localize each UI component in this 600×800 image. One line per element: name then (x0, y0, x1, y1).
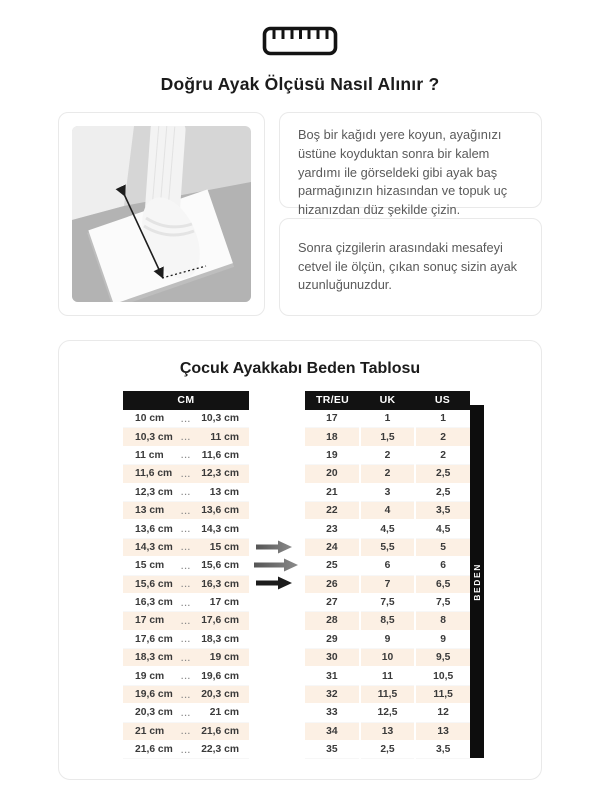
size-uk: 1 (361, 410, 415, 428)
cm-to: 20,3 cm (201, 689, 239, 701)
size-row (305, 520, 470, 538)
cm-from: 15,6 cm (135, 578, 173, 590)
size-us: 13 (416, 723, 470, 741)
cm-range-row (123, 723, 249, 741)
range-separator: ... (180, 524, 192, 535)
cm-to: 11,6 cm (201, 449, 239, 461)
range-separator: ... (180, 634, 192, 645)
cm-range-row (123, 557, 249, 575)
cm-to: 21 cm (209, 707, 239, 719)
cm-range-row (123, 465, 249, 483)
size-tr-eu: 24 (305, 539, 359, 557)
cm-range-row (123, 502, 249, 520)
range-separator: ... (180, 744, 192, 755)
cm-to: 14,3 cm (201, 523, 239, 535)
size-us: 3,5 (416, 741, 470, 759)
size-table-title: Çocuk Ayakkabı Beden Tablosu (179, 360, 421, 377)
size-tr-eu: 33 (305, 704, 359, 722)
instruction-step-1 (279, 112, 542, 218)
size-us: 7,5 (416, 594, 470, 612)
size-us: 6,5 (416, 576, 470, 594)
cm-to: 16,3 cm (201, 578, 239, 590)
size-us: 6 (416, 557, 470, 575)
measurement-photo-card (58, 112, 265, 316)
size-uk: 5,5 (361, 539, 415, 557)
cm-to: 13 cm (209, 486, 239, 498)
range-separator: ... (180, 560, 192, 571)
cm-from: 11 cm (135, 449, 164, 461)
size-tables (59, 391, 541, 759)
range-separator: ... (180, 726, 192, 737)
range-separator: ... (180, 689, 192, 700)
size-row (305, 447, 470, 465)
size-uk: 1,5 (361, 428, 415, 446)
size-us: 2 (416, 447, 470, 465)
range-separator: ... (180, 579, 192, 590)
beden-side-label (470, 405, 484, 758)
range-separator: ... (180, 468, 192, 479)
range-separator: ... (180, 505, 192, 516)
cm-to: 10,3 cm (201, 413, 239, 425)
range-separator: ... (180, 652, 192, 663)
size-header-us: US (434, 394, 451, 406)
cm-from: 17,6 cm (135, 633, 173, 645)
cm-table-header: CM (123, 391, 249, 410)
cm-from: 10 cm (135, 413, 165, 425)
cm-range-row (123, 649, 249, 667)
cm-range-row (123, 594, 249, 612)
size-uk: 2 (361, 447, 415, 465)
size-uk: 9 (361, 631, 415, 649)
cm-to: 18,3 cm (201, 633, 239, 645)
cm-from: 19 cm (135, 670, 165, 682)
size-uk: 7,5 (361, 594, 415, 612)
cm-range-row (123, 686, 249, 704)
size-tr-eu: 26 (305, 576, 359, 594)
instruction-step-1-text: Boş bir kağıdı yere koyun, ayağınızı üstüne koyduktan sonra bir kalem yardımı ile görseldeki gibi ayak baş parmağınızın hizasından ve topuk uç hizanızdan düz şekilde çizin. (298, 127, 508, 218)
cm-range-row (123, 704, 249, 722)
ruler-icon-wrap (0, 0, 600, 56)
cm-range-row (123, 410, 249, 428)
cm-to: 19,6 cm (201, 670, 239, 682)
size-us: 12 (416, 704, 470, 722)
cm-from: 10,3 cm (135, 431, 173, 443)
size-table (305, 391, 470, 759)
size-tr-eu: 29 (305, 631, 359, 649)
cm-to: 12,3 cm (201, 468, 239, 480)
cm-range-row (123, 612, 249, 630)
size-row (305, 704, 470, 722)
size-row (305, 410, 470, 428)
size-row (305, 557, 470, 575)
range-separator: ... (180, 597, 192, 608)
cm-to: 22,3 cm (201, 744, 239, 756)
size-header-uk: UK (379, 394, 396, 406)
size-table-card (58, 340, 542, 780)
size-row (305, 741, 470, 759)
range-separator: ... (180, 671, 192, 682)
size-uk: 7 (361, 576, 415, 594)
size-uk: 2,5 (361, 741, 415, 759)
range-separator: ... (180, 432, 192, 443)
cm-from: 17 cm (135, 615, 165, 627)
size-tr-eu: 28 (305, 612, 359, 630)
cm-to: 15 cm (209, 541, 239, 553)
range-separator: ... (180, 413, 192, 424)
size-row (305, 576, 470, 594)
size-row (305, 612, 470, 630)
cm-from: 18,3 cm (135, 652, 173, 664)
size-tr-eu: 27 (305, 594, 359, 612)
beden-side-label-text: BEDEN (472, 562, 482, 601)
mapping-arrows-wrap (249, 391, 305, 759)
size-us: 2 (416, 428, 470, 446)
cm-from: 13 cm (135, 505, 165, 517)
cm-to: 13,6 cm (201, 505, 239, 517)
size-row (305, 667, 470, 685)
size-us: 10,5 (416, 667, 470, 685)
size-uk: 11,5 (361, 686, 415, 704)
size-row (305, 539, 470, 557)
size-tr-eu: 34 (305, 723, 359, 741)
size-row (305, 594, 470, 612)
cm-table (123, 391, 249, 759)
cm-from: 15 cm (135, 560, 165, 572)
size-tr-eu: 17 (305, 410, 359, 428)
instruction-step-2-text: Sonra çizgilerin arasındaki mesafeyi cetvel ile ölçün, çıkan sonuç sizin ayak uzunluğunuzdur. (298, 239, 518, 293)
size-tr-eu: 21 (305, 484, 359, 502)
cm-from: 21 cm (135, 725, 165, 737)
range-separator: ... (180, 487, 192, 498)
size-row (305, 502, 470, 520)
size-us: 8 (416, 612, 470, 630)
size-uk: 11 (361, 667, 415, 685)
size-tr-eu: 22 (305, 502, 359, 520)
mapping-arrows-icon (252, 537, 302, 595)
instruction-text-column (279, 112, 542, 316)
size-row (305, 465, 470, 483)
range-separator: ... (180, 542, 192, 553)
size-us: 4,5 (416, 520, 470, 538)
size-tr-eu: 20 (305, 465, 359, 483)
cm-from: 16,3 cm (135, 597, 173, 609)
size-row (305, 686, 470, 704)
size-row (305, 723, 470, 741)
cm-from: 19,6 cm (135, 689, 173, 701)
size-row (305, 428, 470, 446)
size-us: 3,5 (416, 502, 470, 520)
size-tr-eu: 32 (305, 686, 359, 704)
size-uk: 2 (361, 465, 415, 483)
cm-to: 19 cm (209, 652, 239, 664)
size-tr-eu: 35 (305, 741, 359, 759)
size-header-tr-eu: TR/EU (316, 394, 349, 406)
instruction-step-2 (279, 218, 542, 316)
size-uk: 4,5 (361, 520, 415, 538)
cm-to: 15,6 cm (201, 560, 239, 572)
size-us: 2,5 (416, 465, 470, 483)
size-uk: 8,5 (361, 612, 415, 630)
cm-from: 11,6 cm (135, 468, 173, 480)
page-title: Doğru Ayak Ölçüsü Nasıl Alınır ? (160, 74, 440, 94)
size-us: 11,5 (416, 686, 470, 704)
size-tr-eu: 18 (305, 428, 359, 446)
size-uk: 12,5 (361, 704, 415, 722)
cm-to: 21,6 cm (201, 725, 239, 737)
size-uk: 10 (361, 649, 415, 667)
size-uk: 4 (361, 502, 415, 520)
size-us: 5 (416, 539, 470, 557)
cm-from: 12,3 cm (135, 486, 173, 498)
size-uk: 6 (361, 557, 415, 575)
size-row (305, 631, 470, 649)
size-table-body (305, 410, 470, 759)
ruler-icon (262, 26, 338, 56)
cm-range-row (123, 447, 249, 465)
cm-range-row (123, 539, 249, 557)
cm-to: 17 cm (209, 597, 239, 609)
size-us: 2,5 (416, 484, 470, 502)
cm-from: 14,3 cm (135, 541, 173, 553)
size-tr-eu: 19 (305, 447, 359, 465)
cm-range-row (123, 631, 249, 649)
size-tr-eu: 30 (305, 649, 359, 667)
cm-table-body (123, 410, 249, 759)
cm-range-row (123, 741, 249, 759)
cm-range-row (123, 667, 249, 685)
range-separator: ... (180, 450, 192, 461)
size-row (305, 649, 470, 667)
cm-to: 17,6 cm (201, 615, 239, 627)
range-separator: ... (180, 707, 192, 718)
foot-measurement-photo (72, 126, 251, 302)
size-tr-eu: 23 (305, 520, 359, 538)
cm-range-row (123, 520, 249, 538)
cm-range-row (123, 576, 249, 594)
size-table-header (305, 391, 470, 410)
size-us: 9 (416, 631, 470, 649)
cm-from: 13,6 cm (135, 523, 173, 535)
size-uk: 3 (361, 484, 415, 502)
size-us: 1 (416, 410, 470, 428)
cm-from: 21,6 cm (135, 744, 173, 756)
size-uk: 13 (361, 723, 415, 741)
cm-from: 20,3 cm (135, 707, 173, 719)
size-tr-eu: 25 (305, 557, 359, 575)
size-tr-eu: 31 (305, 667, 359, 685)
size-us: 9,5 (416, 649, 470, 667)
instructions-section (58, 112, 542, 316)
size-row (305, 484, 470, 502)
range-separator: ... (180, 615, 192, 626)
cm-to: 11 cm (210, 431, 239, 443)
cm-range-row (123, 484, 249, 502)
cm-range-row (123, 428, 249, 446)
